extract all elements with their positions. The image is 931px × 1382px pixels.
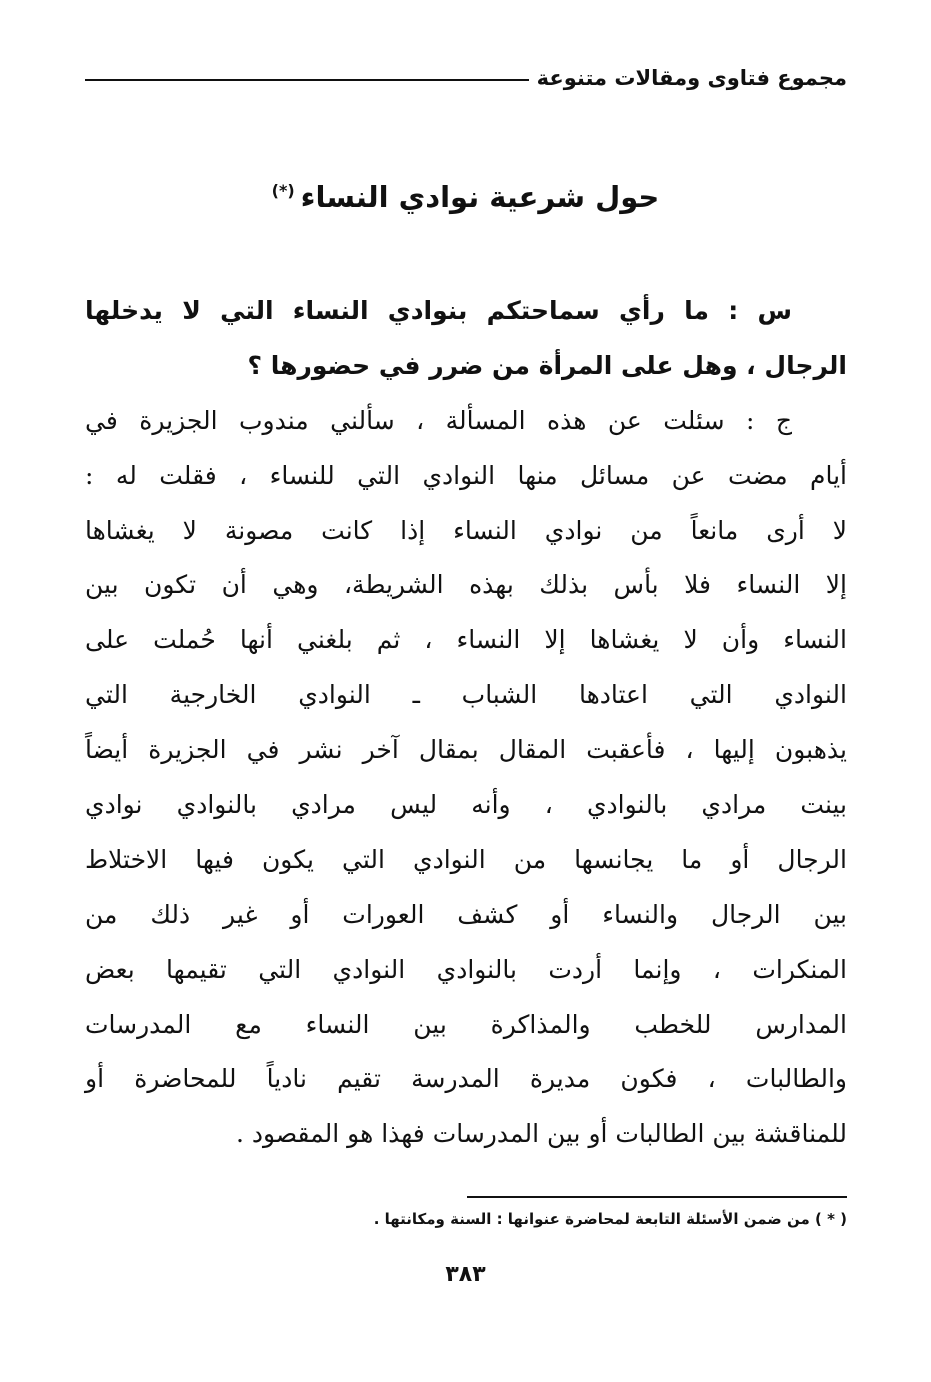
answer-line: ج : سئلت عن هذه المسألة ، سألني مندوب الجزيرة في	[85, 405, 792, 435]
question-line: الرجال ، وهل على المرأة من ضرر في حضورها ؟	[247, 350, 847, 380]
answer-line: النساء وأن لا يغشاها إلا النساء ، ثم بلغني أنها حُملت على	[85, 625, 847, 655]
footnote-rule	[467, 1196, 847, 1198]
answer-line: للمناقشة بين الطالبات أو بين المدرسات فهذا هو المقصود .	[235, 1119, 847, 1149]
running-header	[85, 66, 847, 90]
answer-line: المدارس للخطب والمذاكرة بين النساء مع المدرسات	[85, 1009, 847, 1039]
answer-line: يذهبون إليها ، فأعقبت المقال بمقال آخر نشر في الجزيرة أيضاً	[85, 735, 847, 765]
answer-line: والطالبات ، فكون مديرة المدرسة تقيم نادياً للمحاضرة أو	[85, 1064, 847, 1094]
question-line: س : ما رأي سماحتكم بنوادي النساء التي لا يدخلها	[85, 296, 792, 325]
answer-line: الرجال أو ما يجانسها من النوادي التي يكون فيها الاختلاط	[85, 844, 847, 874]
answer-line: بين الرجال والنساء أو كشف العورات أو غير ذلك من	[85, 899, 847, 929]
article-title-text: حول شرعية نوادي النساء	[300, 180, 660, 214]
answer-line: إلا النساء فلا بأس بذلك بهذه الشريطة، وهي أن تكون بين	[85, 570, 847, 600]
answer-line: أيام مضت عن مسائل منها النوادي التي للنساء ، فقلت له :	[85, 460, 847, 490]
footnote-marker: (*)	[271, 181, 295, 201]
answer-line: المنكرات ، وإنما أردت بالنوادي النوادي التي تقيمها بعض	[85, 954, 847, 984]
footnote: ( * ) من ضمن الأسئلة التابعة لمحاضرة عنوانها : السنة ومكانتها .	[373, 1210, 847, 1228]
answer-line: النوادي التي اعتادها الشباب ـ النوادي الخارجية التي	[85, 680, 847, 710]
article-body	[85, 284, 847, 1162]
article-title	[0, 180, 931, 214]
answer-line: بينت مرادي بالنوادي ، وأنه ليس مرادي بالنوادي نوادي	[85, 790, 847, 820]
answer-line: لا أرى مانعاً من نوادي النساء إذا كانت مصونة لا يغشاها	[85, 515, 847, 545]
page-number: ٣٨٣	[445, 1262, 486, 1287]
running-header-title: مجموع فتاوى ومقالات متنوعة	[536, 66, 847, 90]
running-header-rule	[85, 79, 529, 81]
